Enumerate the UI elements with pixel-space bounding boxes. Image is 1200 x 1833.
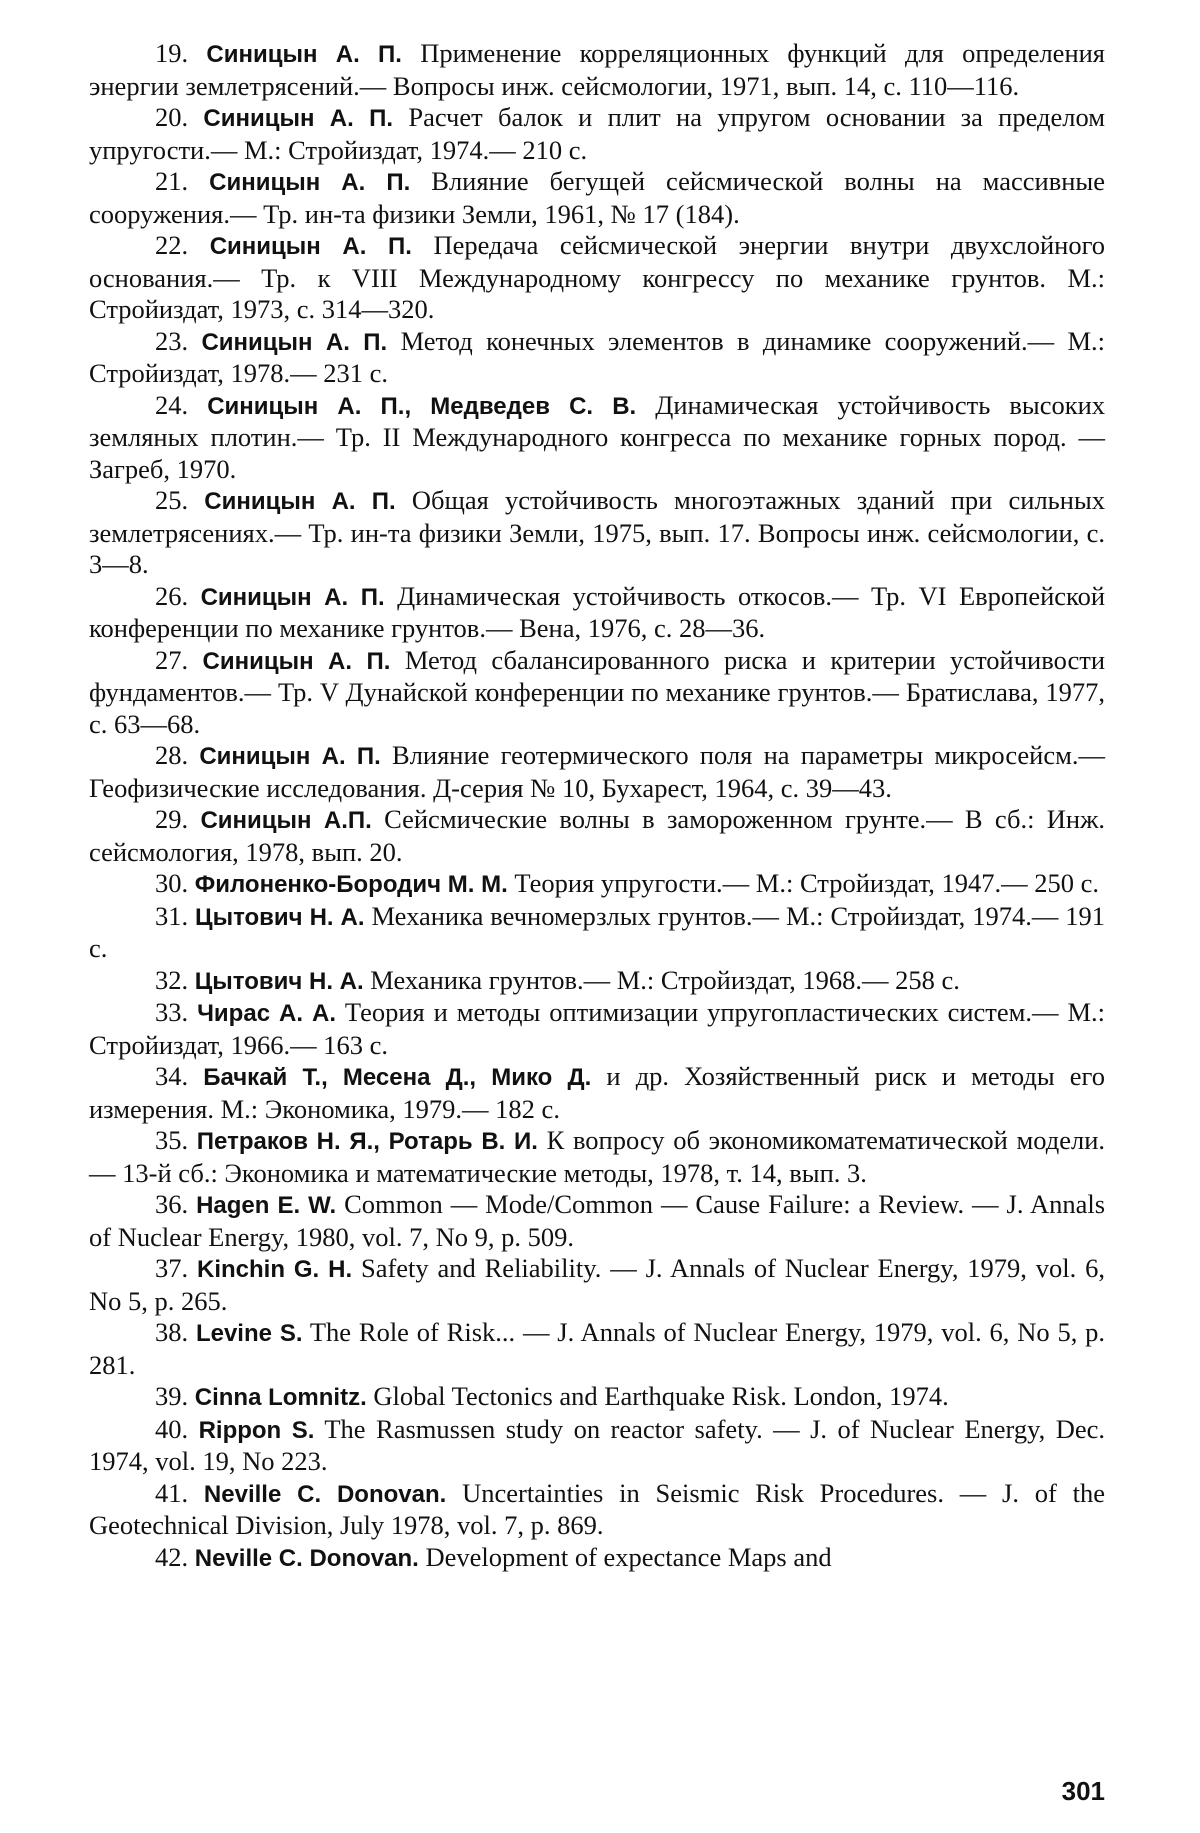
reference-number: 25. (155, 485, 189, 515)
reference-text: Global Tectonics and Earthquake Risk. London, 1974. (373, 1381, 949, 1411)
reference-number: 27. (155, 644, 189, 675)
reference-author: Чирас А. А. (197, 1000, 336, 1027)
reference-author: Синицын А. П. (199, 743, 381, 770)
reference-number: 19. (155, 38, 189, 68)
reference-item (89, 868, 1105, 901)
reference-text: Теория упругости.— М.: Стройиздат, 1947.— 250 с. (514, 868, 1099, 898)
reference-text: Применение корреляционных функций для определения энергии землетрясений.— Вопросы инж. сейсмологии, 1971, вып. 14, с. 110—116. (89, 38, 1106, 101)
reference-author: Синицын А.П. (200, 807, 372, 834)
reference-item (89, 230, 1105, 326)
reference-author: Синицын А. П. (206, 41, 402, 68)
reference-author: Синицын А. П. (204, 488, 396, 515)
reference-text: Динамическая устойчивость высоких земляных плотин.— Тр. II Международного конгресса по механике горных пород. — Загреб, 1970. (89, 389, 1106, 484)
reference-item (89, 390, 1105, 486)
reference-number: 42. (155, 1541, 189, 1572)
reference-text: Сейсмические волны в замороженном грунте.— В сб.: Инж. сейсмология, 1978, вып. 20. (89, 804, 1106, 867)
reference-text: Uncertainties in Seismic Risk Procedures. — J. of the Geotechnical Division, July 1978, vol. 7, p. 869. (89, 1477, 1106, 1540)
reference-number: 23. (155, 325, 189, 356)
reference-text: Safety and Reliability. — J. Annals of Nuclear Energy, 1979, vol. 6, No 5, p. 265. (89, 1253, 1106, 1316)
reference-text: К вопросу об экономикоматематической модели.— 13-й сб.: Экономика и математические методы, 1978, т. 14, вып. 3. (89, 1125, 1106, 1188)
reference-author: Синицын А. П. (201, 328, 388, 356)
reference-item (89, 1317, 1105, 1381)
reference-number: 28. (155, 740, 189, 770)
reference-item (89, 965, 1105, 998)
reference-author: Петраков Н. Я., Ротарь В. И. (196, 1128, 538, 1155)
reference-list (89, 38, 1105, 1574)
reference-author: Цытович Н. А. (194, 967, 364, 995)
reference-item (89, 1253, 1105, 1317)
reference-item (89, 997, 1105, 1061)
reference-author: Синицын А. П. (202, 647, 391, 675)
reference-item (89, 1061, 1105, 1125)
reference-number: 22. (155, 230, 189, 260)
reference-text: Common — Mode/Common — Cause Failure: a Review. — J. Annals of Nuclear Energy, 1980, vol. 7, No 9, p. 509. (89, 1189, 1106, 1252)
reference-number: 24. (155, 389, 189, 420)
reference-text: Влияние бегущей сейсмической волны на массивные сооружения.— Тр. ин-та физики Земли, 1961, № 17 (184). (89, 166, 1105, 229)
reference-author: Neville C. Donovan. (194, 1544, 419, 1572)
reference-item (89, 1414, 1105, 1478)
reference-item (89, 326, 1105, 390)
reference-text: The Role of Risk... — J. Annals of Nuclear Energy, 1979, vol. 6, No 5, p. 281. (89, 1317, 1106, 1380)
reference-author: Синицын А. П. (200, 583, 385, 611)
reference-number: 20. (155, 102, 189, 132)
reference-text: Расчет балок и плит на упругом основании за пределом упругости.— М.: Стройиздат, 1974.— 210 с. (89, 102, 1105, 165)
reference-number: 32. (155, 964, 189, 995)
reference-number: 41. (155, 1477, 189, 1508)
reference-number: 33. (155, 997, 189, 1027)
reference-author: Kinchin G. H. (196, 1256, 353, 1283)
reference-number: 31. (155, 900, 189, 931)
page-number: 301 (1061, 1776, 1105, 1806)
reference-item (89, 485, 1105, 581)
reference-author: Синицын А. П. (209, 233, 412, 260)
reference-author: Цытович Н. А. (195, 903, 365, 931)
reference-text: Development of expectance Maps and (425, 1541, 832, 1572)
reference-author: Rippon S. (198, 1416, 315, 1444)
reference-item (89, 581, 1105, 645)
reference-text: Динамическая устойчивость откосов.— Тр. VI Европейской конференции по механике грунтов.— Вена, 1976, с. 28—36. (89, 580, 1106, 643)
reference-text: Метод сбалансированного риска и критерии устойчивости фундаментов.— Тр. V Дунайской конференции по механике грунтов.— Братислава, 1977, с. 63—68. (89, 644, 1106, 739)
reference-text: Механика грунтов.— М.: Стройиздат, 1968.— 258 с. (370, 964, 960, 995)
reference-text: и др. Хозяйственный риск и методы его измерения. М.: Экономика, 1979.— 182 с. (89, 1061, 1106, 1124)
reference-item (89, 804, 1105, 868)
reference-author: Синицын А. П., Медведев С. В. (207, 392, 637, 420)
reference-number: 37. (155, 1253, 189, 1283)
reference-author: Бачкай Т., Месена Д., Мико Д. (203, 1064, 592, 1091)
reference-author: Cinna Lomnitz. (194, 1384, 367, 1411)
reference-item (89, 1542, 1105, 1575)
reference-item (89, 740, 1105, 804)
reference-item (89, 102, 1105, 166)
reference-text: Влияние геотермического поля на параметры микросейсм.— Геофизические исследования. Д-серия № 10, Бухарест, 1964, с. 39—43. (89, 740, 1106, 803)
reference-number: 29. (155, 804, 189, 834)
reference-number: 21. (155, 166, 189, 196)
reference-text: Механика вечномерзлых грунтов.— М.: Стройиздат, 1974.— 191 с. (89, 900, 1106, 963)
reference-number: 39. (155, 1381, 189, 1411)
reference-text: Метод конечных элементов в динамике сооружений.— М.: Стройиздат, 1978.— 231 с. (89, 325, 1106, 388)
reference-text: Теория и методы оптимизации упругопластических систем.— М.: Стройиздат, 1966.— 163 с. (89, 997, 1106, 1060)
reference-number: 40. (155, 1413, 189, 1444)
reference-number: 38. (155, 1317, 189, 1347)
reference-author: Синицын А. П. (203, 105, 394, 132)
reference-item (89, 1189, 1105, 1253)
reference-item (89, 166, 1105, 230)
reference-item (89, 1381, 1105, 1414)
reference-item (89, 901, 1105, 965)
reference-number: 26. (155, 580, 189, 611)
reference-author: Levine S. (195, 1320, 303, 1347)
reference-author: Филоненко-Бородич М. М. (194, 871, 508, 898)
reference-text: The Rasmussen study on reactor safety. — J. of Nuclear Energy, Dec. 1974, vol. 19, No 223. (89, 1413, 1106, 1476)
reference-number: 35. (155, 1125, 189, 1155)
reference-author: Синицын А. П. (209, 169, 411, 196)
reference-item (89, 645, 1105, 741)
reference-author: Neville C. Donovan. (203, 1480, 447, 1508)
reference-text: Общая устойчивость многоэтажных зданий при сильных землетрясениях.— Тр. ин-та физики Земли, 1975, вып. 17. Вопросы инж. сейсмологии, с. 3—8. (89, 485, 1105, 579)
reference-number: 34. (155, 1061, 189, 1091)
reference-number: 30. (155, 868, 189, 898)
reference-item (89, 38, 1105, 102)
reference-item (89, 1478, 1105, 1542)
reference-text: Передача сейсмической энергии внутри двухслойного основания.— Тр. к VIII Международному конгрессу по механике грунтов. М.: Стройиздат, 1973, с. 314—320. (89, 230, 1106, 324)
reference-item (89, 1125, 1105, 1189)
reference-author: Hagen E. W. (196, 1192, 337, 1219)
reference-number: 36. (155, 1189, 189, 1219)
